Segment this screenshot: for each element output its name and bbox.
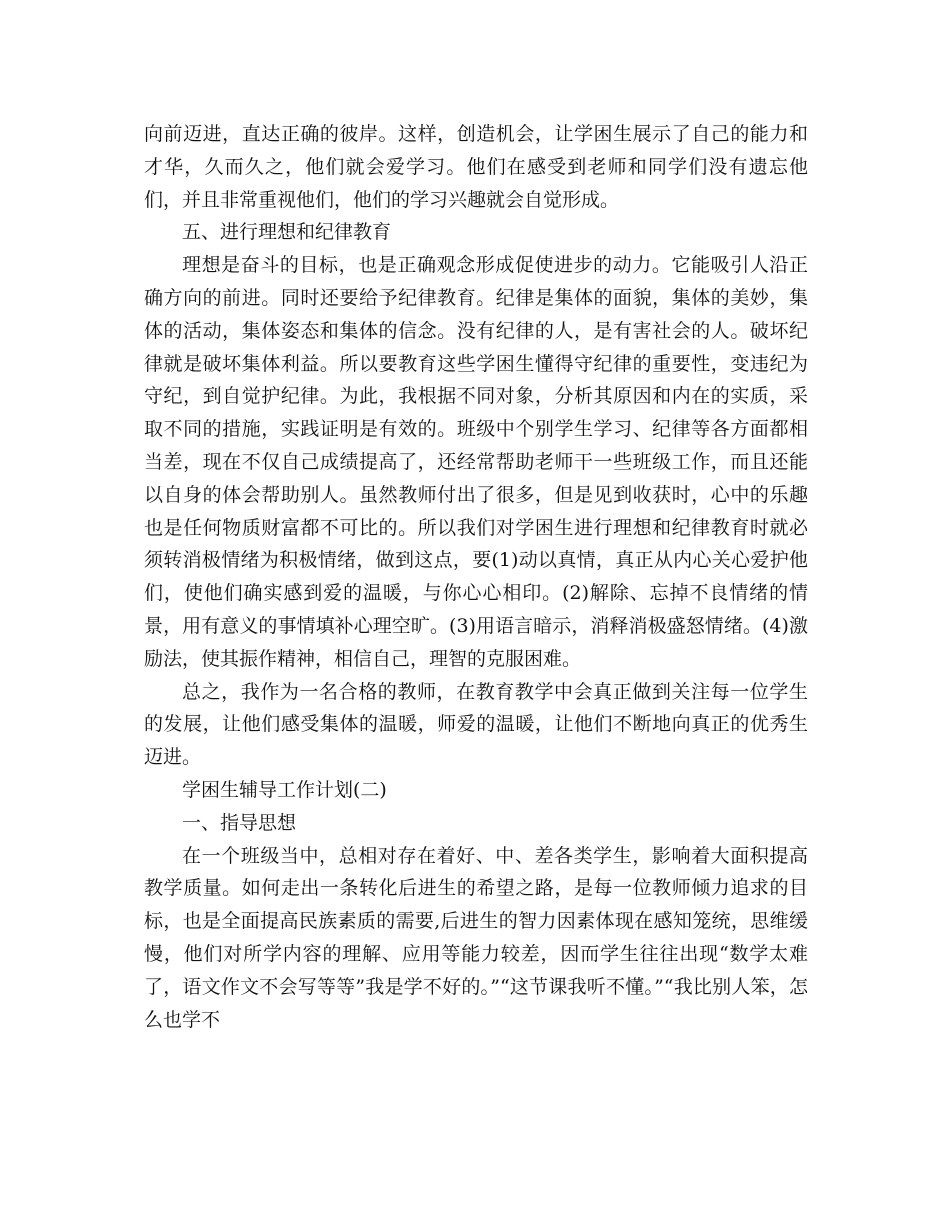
paragraph-conclusion: 总之，我作为一名合格的教师，在教育教学中会真正做到关注每一位学生的发展，让他们感受集体的温暖，师爱的温暖，让他们不断地向真正的优秀生迈进。 [144, 680, 808, 769]
section-heading-five: 五、进行理想和纪律教育 [182, 221, 392, 244]
document-body [144, 118, 808, 1036]
paragraph-continued: 向前迈进，直达正确的彼岸。这样，创造机会，让学困生展示了自己的能力和才华，久而久之，他们就会爱学习。他们在感受到老师和同学们没有遗忘他们，并且非常重视他们，他们的学习兴趣就会自觉形成。 [144, 123, 808, 211]
paragraph-guiding-thought: 在一个班级当中，总相对存在着好、中、差各类学生，影响着大面积提高教学质量。如何走出一条转化后进生的希望之路，是每一位教师倾力追求的目标，也是全面提高民族素质的需要,后进生的智力因素体现在感知笼统，思维缓慢，他们对所学内容的理解、应用等能力较差，因而学生往往出现“数学太难了，语文作文不会写等等”我是学不好的。”“这节课我听不懂。”“我比别人笨，怎么也学不 [144, 844, 808, 1031]
plan-title-two: 学困生辅导工作计划(二) [182, 778, 387, 801]
section-heading-one: 一、指导思想 [182, 811, 297, 834]
paragraph-ideals-discipline: 理想是奋斗的目标，也是正确观念形成促使进步的动力。它能吸引人沿正确方向的前进。同时还要给予纪律教育。纪律是集体的面貌，集体的美妙，集体的活动，集体姿态和集体的信念。没有纪律的人，是有害社会的人。破坏纪律就是破坏集体利益。所以要教育这些学困生懂得守纪律的重要性，变违纪为守纪，到自觉护纪律。为此，我根据不同对象，分析其原因和内在的实质，采取不同的措施，实践证明是有效的。班级中个别学生学习、纪律等各方面都相当差，现在不仅自己成绩提高了，还经常帮助老师干一些班级工作，而且还能以自身的体会帮助别人。虽然教师付出了很多，但是见到收获时，心中的乐趣也是任何物质财富都不可比的。所以我们对学困生进行理想和纪律教育时就必须转消极情绪为积极情绪，做到这点，要(1)动以真情，真正从内心关心爱护他们，使他们确实感到爱的温暖，与你心心相印。(2)解除、忘掉不良情绪的情景，用有意义的事情填补心理空旷。(3)用语言暗示，消释消极盛怒情绪。(4)激励法，使其振作精神，相信自己，理智的克服困难。 [144, 254, 808, 670]
